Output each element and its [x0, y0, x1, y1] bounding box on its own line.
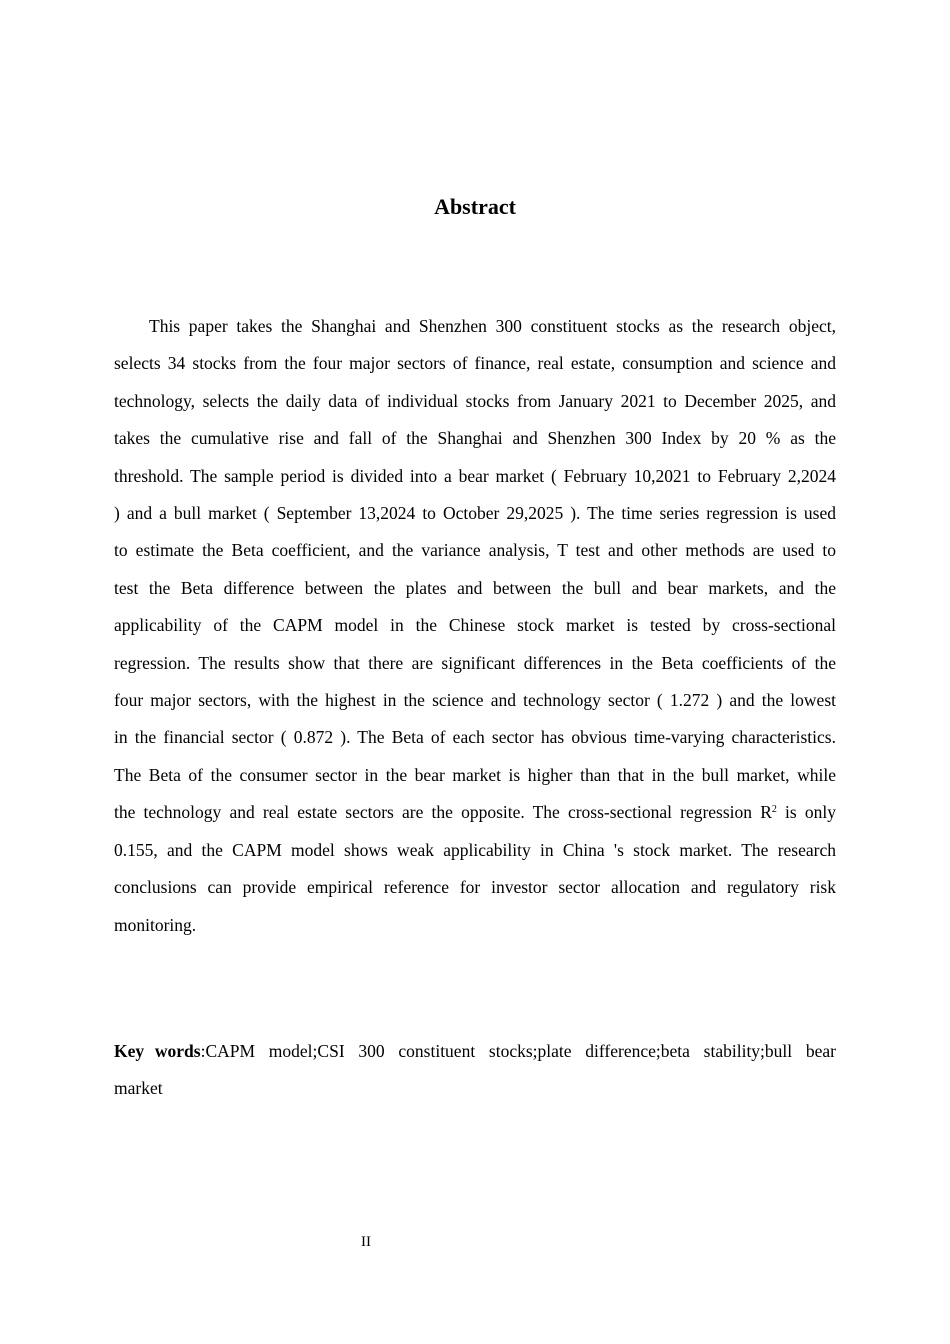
abstract-text-part-1: This paper takes the Shanghai and Shenzhen 300 constituent stocks as the research object, selects 34 stocks from the four major sectors of finance, real estate, consumption and science and technology, selects the daily data of individual stocks from January 2021 to December 2025, and takes the cumulative rise and fall of the Shanghai and Shenzhen 300 Index by 20 % as the threshold. The sample period is divided into a bear market ( February 10,2021 to February 2,2024 ) and a bull market ( September 13,2024 to October 29,2025 ). The time series regression is used to estimate the Beta coefficient, and the variance analysis, T test and other methods are used to test the Beta difference between the plates and between the bull and bear markets, and the applicability of the CAPM model in the Chinese stock market is tested by cross-sectional regression. The results show that there are significant differences in the Beta coefficients of the four major sectors, with the highest in the science and technology sector ( 1.272 ) and the lowest in the financial sector ( 0.872 ). The Beta of each sector has obvious time-varying characteristics. The Beta of the consumer sector in the bear market is higher than that in the bull market, while the technology and real estate sectors are the opposite. The cross-sectional regression R	[114, 316, 836, 823]
keywords-separator: :	[200, 1041, 206, 1061]
abstract-title: Abstract	[434, 194, 516, 219]
abstract-paragraph	[114, 308, 836, 944]
keywords-text: CAPM model;CSI 300 constituent stocks;plate difference;beta stability;bull bear market	[114, 1041, 836, 1099]
abstract-text-part-2: is only 0.155, and the CAPM model shows weak applicability in China 's stock market. The research conclusions can provide empirical reference for investor sector allocation and regulatory risk monitoring.	[114, 802, 836, 935]
page-number: II	[361, 1234, 371, 1250]
r-squared-superscript: 2	[771, 804, 777, 816]
keywords-paragraph	[114, 1033, 836, 1108]
keywords-label: Key words	[114, 1041, 201, 1061]
